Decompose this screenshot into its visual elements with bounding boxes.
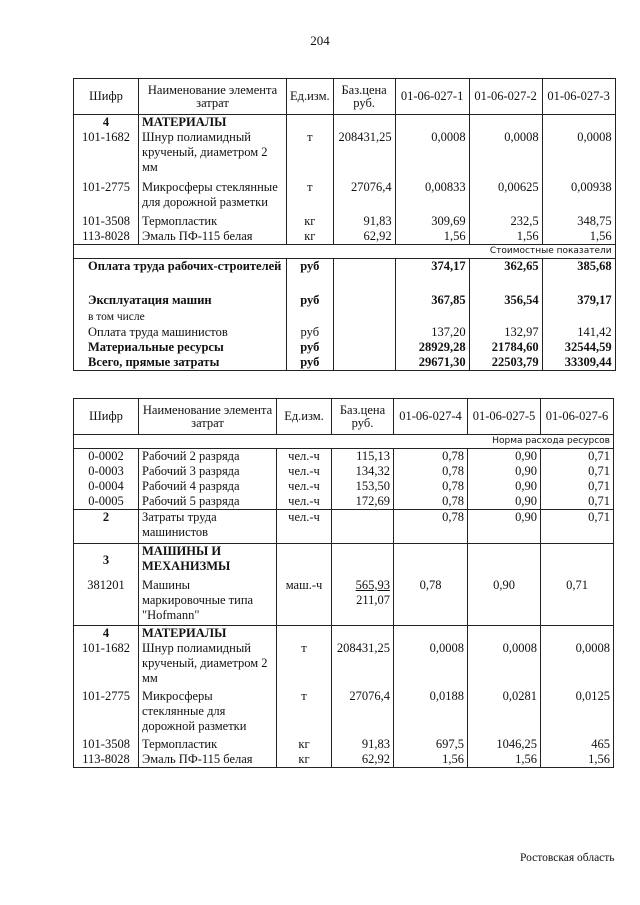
section-row [74, 115, 616, 131]
row-unit: чел.-ч [277, 479, 332, 494]
row-price: 27076,4 [332, 689, 394, 737]
row-v1: 697,5 [394, 737, 468, 752]
row-unit: чел.-ч [277, 510, 332, 544]
row-price: 208431,25 [332, 641, 394, 689]
summary-v3: 379,17 [542, 293, 615, 310]
summary-row [74, 340, 616, 355]
row-code: 0-0003 [74, 464, 139, 479]
section-title: МАШИНЫ И МЕХАНИЗМЫ [139, 544, 277, 578]
row-v1: 1,56 [394, 752, 468, 768]
resource-table-1 [73, 78, 616, 371]
summary-v3: 385,68 [542, 259, 615, 293]
row-code: 101-2775 [74, 689, 139, 737]
row-name: Эмаль ПФ-115 белая [139, 752, 277, 768]
summary-unit: руб [287, 259, 334, 293]
row-v2: 1,56 [468, 752, 541, 768]
row-name: Микросферы стеклянные для дорожной разметки [139, 689, 277, 737]
row-v3: 0,71 [541, 449, 614, 465]
row-code: 113-8028 [74, 752, 139, 768]
row-v3: 0,71 [541, 494, 614, 510]
table-row [74, 689, 614, 737]
separator-row [74, 435, 614, 449]
row-name: Рабочий 5 разряда [139, 494, 277, 510]
col-v1: 01-06-027-4 [394, 399, 468, 435]
footer-region: Ростовская область [520, 852, 615, 864]
row-v2: 0,00625 [469, 180, 542, 214]
row-v1: 0,78 [394, 479, 468, 494]
summary-v2: 356,54 [469, 293, 542, 310]
row-v1: 1,56 [395, 229, 469, 245]
summary-v2: 22503,79 [469, 355, 542, 371]
row-unit: т [287, 130, 334, 180]
row-unit: т [287, 180, 334, 214]
table-row [74, 737, 614, 752]
col-v2: 01-06-027-5 [468, 399, 541, 435]
summary-v2: 362,65 [469, 259, 542, 293]
row-v2: 1046,25 [468, 737, 541, 752]
summary-unit: руб [287, 340, 334, 355]
row-code: 113-8028 [74, 229, 139, 245]
row-price: 27076,4 [333, 180, 395, 214]
summary-unit: руб [287, 355, 334, 371]
row-code: 101-2775 [74, 180, 139, 214]
page-number: 204 [310, 33, 330, 48]
table-row [74, 130, 616, 180]
summary-name: в том числе [74, 310, 287, 325]
summary-row [74, 325, 616, 340]
summary-v2: 132,97 [469, 325, 542, 340]
row-v3: 0,71 [541, 464, 614, 479]
row-unit: чел.-ч [277, 494, 332, 510]
col-unit: Ед.изм. [277, 399, 332, 435]
row-v2: 232,5 [469, 214, 542, 229]
summary-name: Всего, прямые затраты [74, 355, 287, 371]
section-row [74, 626, 614, 642]
summary-v2: 21784,60 [469, 340, 542, 355]
row-name: Рабочий 3 разряда [139, 464, 277, 479]
row-v1: 0,78 [394, 578, 468, 626]
table-row [74, 494, 614, 510]
machine-row [74, 578, 614, 626]
row-code: 381201 [74, 578, 139, 626]
row-v1: 0,00833 [395, 180, 469, 214]
row-v1: 0,0188 [394, 689, 468, 737]
row-price: 91,83 [333, 214, 395, 229]
col-price: Баз.цена руб. [333, 79, 395, 115]
row-price [332, 510, 394, 544]
col-v3: 01-06-027-6 [541, 399, 614, 435]
row-unit: кг [277, 752, 332, 768]
row-v1: 0,78 [394, 494, 468, 510]
col-name: Наименование элемента затрат [139, 79, 287, 115]
section-title: МАТЕРИАЛЫ [139, 626, 277, 642]
row-v1: 0,78 [394, 510, 468, 544]
separator-label: Норма расхода ресурсов [74, 435, 614, 449]
row-v3: 0,0125 [541, 689, 614, 737]
row-unit: маш.-ч [277, 578, 332, 626]
row-v2: 0,0281 [468, 689, 541, 737]
summary-v1: 28929,28 [395, 340, 469, 355]
summary-row [74, 259, 616, 293]
row-price [332, 578, 394, 626]
row-code: 0-0002 [74, 449, 139, 465]
row-price: 62,92 [332, 752, 394, 768]
summary-row [74, 310, 616, 325]
section-code: 4 [74, 115, 139, 131]
row-price: 91,83 [332, 737, 394, 752]
row-v3: 0,0008 [542, 130, 615, 180]
row-name: Рабочий 4 разряда [139, 479, 277, 494]
row-v1: 0,78 [394, 449, 468, 465]
separator-row [74, 245, 616, 259]
row-v3: 0,71 [541, 479, 614, 494]
row-unit: чел.-ч [277, 464, 332, 479]
summary-name: Эксплуатация машин [74, 293, 287, 310]
row-price: 62,92 [333, 229, 395, 245]
col-price: Баз.цена руб. [332, 399, 394, 435]
row-price: 208431,25 [333, 130, 395, 180]
table-header [74, 79, 616, 115]
row-code: 0-0004 [74, 479, 139, 494]
table-row [74, 464, 614, 479]
row-unit: кг [287, 214, 334, 229]
price-denominator: 211,07 [356, 592, 390, 607]
summary-v3: 33309,44 [542, 355, 615, 371]
price-numerator: 565,93 [355, 577, 390, 592]
row-v3: 0,00938 [542, 180, 615, 214]
summary-row [74, 355, 616, 371]
row-v3: 1,56 [542, 229, 615, 245]
table-row [74, 214, 616, 229]
col-name: Наименование элемента затрат [139, 399, 277, 435]
row-unit: т [277, 641, 332, 689]
row-v1: 0,0008 [395, 130, 469, 180]
row-unit: т [277, 689, 332, 737]
row-name: Машины маркировочные типа "Hofmann" [139, 578, 277, 626]
row-code: 101-3508 [74, 214, 139, 229]
row-v2: 0,0008 [469, 130, 542, 180]
row-name: Термопластик [139, 214, 287, 229]
table-row [74, 180, 616, 214]
row-unit: кг [287, 229, 334, 245]
summary-v1: 367,85 [395, 293, 469, 310]
row-code: 101-3508 [74, 737, 139, 752]
summary-v1: 29671,30 [395, 355, 469, 371]
row-name: Рабочий 2 разряда [139, 449, 277, 465]
row-price: 134,32 [332, 464, 394, 479]
row-v2: 0,90 [468, 494, 541, 510]
row-v2: 1,56 [469, 229, 542, 245]
row-v1: 0,0008 [394, 641, 468, 689]
section-row [74, 544, 614, 578]
row-v3: 1,56 [541, 752, 614, 768]
summary-name: Оплата труда рабочих-строителей [74, 259, 287, 293]
row-v3: 0,71 [541, 510, 614, 544]
row-v1: 309,69 [395, 214, 469, 229]
section-title: МАТЕРИАЛЫ [139, 115, 287, 131]
row-name: Эмаль ПФ-115 белая [139, 229, 287, 245]
table-row [74, 752, 614, 768]
resource-table-2 [73, 398, 614, 768]
row-code: 2 [74, 510, 139, 544]
row-v2: 0,90 [468, 479, 541, 494]
row-v2: 0,90 [468, 449, 541, 465]
row-code: 101-1682 [74, 641, 139, 689]
row-name: Термопластик [139, 737, 277, 752]
row-unit: чел.-ч [277, 449, 332, 465]
row-name: Затраты труда машинистов [139, 510, 277, 544]
row-v3: 0,0008 [541, 641, 614, 689]
summary-v1: 374,17 [395, 259, 469, 293]
table-row [74, 479, 614, 494]
table-header [74, 399, 614, 435]
row-price: 172,69 [332, 494, 394, 510]
row-unit: кг [277, 737, 332, 752]
col-code: Шифр [74, 79, 139, 115]
summary-v1: 137,20 [395, 325, 469, 340]
row-v2: 0,90 [468, 464, 541, 479]
summary-unit: руб [287, 293, 334, 310]
col-code: Шифр [74, 399, 139, 435]
col-v3: 01-06-027-3 [542, 79, 615, 115]
table-row [74, 229, 616, 245]
separator-label: Стоимостные показатели [74, 245, 616, 259]
summary-v3: 32544,59 [542, 340, 615, 355]
col-unit: Ед.изм. [287, 79, 334, 115]
summary-unit: руб [287, 325, 334, 340]
summary-v3: 141,42 [542, 325, 615, 340]
row-v1: 0,78 [394, 464, 468, 479]
row-price: 153,50 [332, 479, 394, 494]
row-price: 115,13 [332, 449, 394, 465]
col-v1: 01-06-027-1 [395, 79, 469, 115]
row-v2: 0,90 [468, 510, 541, 544]
col-v2: 01-06-027-2 [469, 79, 542, 115]
summary-name: Материальные ресурсы [74, 340, 287, 355]
table-row [74, 449, 614, 465]
summary-row [74, 293, 616, 310]
machinists-row [74, 510, 614, 544]
row-code: 0-0005 [74, 494, 139, 510]
row-name: Шнур полиамидный крученый, диаметром 2 мм [139, 130, 287, 180]
row-name: Микросферы стеклянные для дорожной разметки [139, 180, 287, 214]
row-name: Шнур полиамидный крученый, диаметром 2 мм [139, 641, 277, 689]
row-v3: 0,71 [541, 578, 614, 626]
row-code: 101-1682 [74, 130, 139, 180]
row-v2: 0,0008 [468, 641, 541, 689]
table-row [74, 641, 614, 689]
row-v3: 348,75 [542, 214, 615, 229]
row-v2: 0,90 [468, 578, 541, 626]
section-code: 3 [74, 544, 139, 578]
summary-name: Оплата труда машинистов [74, 325, 287, 340]
section-code: 4 [74, 626, 139, 642]
row-v3: 465 [541, 737, 614, 752]
